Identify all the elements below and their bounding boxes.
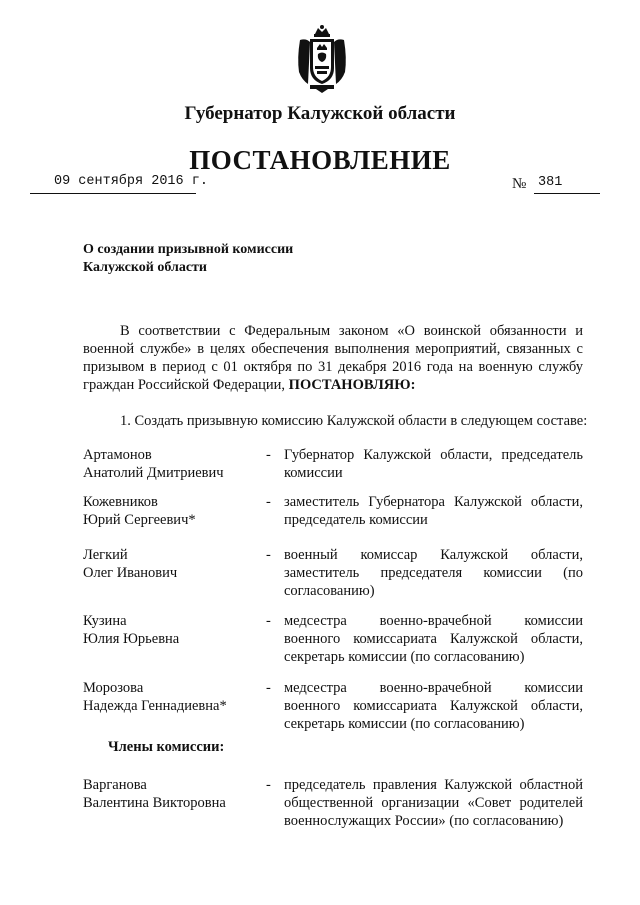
member-surname: Кожевников (83, 494, 158, 510)
member-role: заместитель Губернатора Калужской области, председатель комиссии (284, 494, 583, 528)
member-given-names: Валентина Викторовна (83, 795, 226, 811)
document-date: 09 сентября 2016 г. (54, 174, 208, 189)
member-surname: Артамонов (83, 447, 152, 463)
member-surname: Легкий (83, 547, 128, 563)
member-role: Губернатор Калужской области, председатель комиссии (284, 447, 583, 481)
member-given-names: Олег Иванович (83, 565, 178, 581)
coat-of-arms-emblem (296, 24, 348, 94)
member-given-names: Надежда Геннадиевна* (83, 698, 227, 714)
member-given-names: Юрий Сергеевич* (83, 512, 196, 528)
member-surname: Варганова (83, 777, 147, 793)
preamble-decree-word: ПОСТАНОВЛЯЮ: (288, 377, 416, 393)
member-name (83, 493, 258, 529)
subject-line-1: О создании призывной комиссии (83, 242, 294, 257)
issuer-title: Губернатор Калужской области (184, 103, 456, 124)
member-dash: - (266, 613, 271, 629)
member-role: председатель правления Калужской областной общественной организации «Совет родителей военнослужащих России» (по согласованию) (284, 777, 583, 829)
subject-line-2: Калужской области (83, 260, 207, 275)
member-surname: Кузина (83, 613, 127, 629)
commission-members-heading: Члены комиссии: (108, 739, 225, 755)
member-name (83, 446, 258, 482)
member-role: медсестра военно-врачебной комиссии военного комиссариата Калужской области, секретарь комиссии (по согласованию) (284, 680, 583, 732)
member-role: медсестра военно-врачебной комиссии военного комиссариата Калужской области, секретарь комиссии (по согласованию) (284, 613, 583, 665)
preamble-paragraph (83, 322, 583, 394)
member-role: военный комиссар Калужской области, заместитель председателя комиссии (по согласованию) (284, 547, 583, 599)
document-subject (83, 241, 293, 277)
number-sign: № (512, 176, 527, 192)
preamble-text: В соответствии с Федеральным законом «О воинской обязанности и военной службе» в целях обеспечения выполнения мероприятий, связанных с призывом в период с 01 октября по 31 декабря 2016 года на военную службу граждан Российской Федерации, (83, 323, 583, 393)
member-dash: - (266, 494, 271, 510)
member-name (83, 776, 258, 812)
member-given-names: Анатолий Дмитриевич (83, 465, 224, 481)
member-name (83, 546, 258, 582)
document-type-title: ПОСТАНОВЛЕНИЕ (189, 145, 451, 175)
member-dash: - (266, 447, 271, 463)
member-surname: Морозова (83, 680, 144, 696)
document-number: 381 (538, 175, 563, 190)
member-name (83, 679, 258, 715)
member-name (83, 612, 258, 648)
item-1-text: 1. Создать призывную комиссию Калужской области в следующем составе: (120, 413, 588, 429)
member-given-names: Юлия Юрьевна (83, 631, 180, 647)
member-dash: - (266, 777, 271, 793)
member-dash: - (266, 680, 271, 696)
member-dash: - (266, 547, 271, 563)
